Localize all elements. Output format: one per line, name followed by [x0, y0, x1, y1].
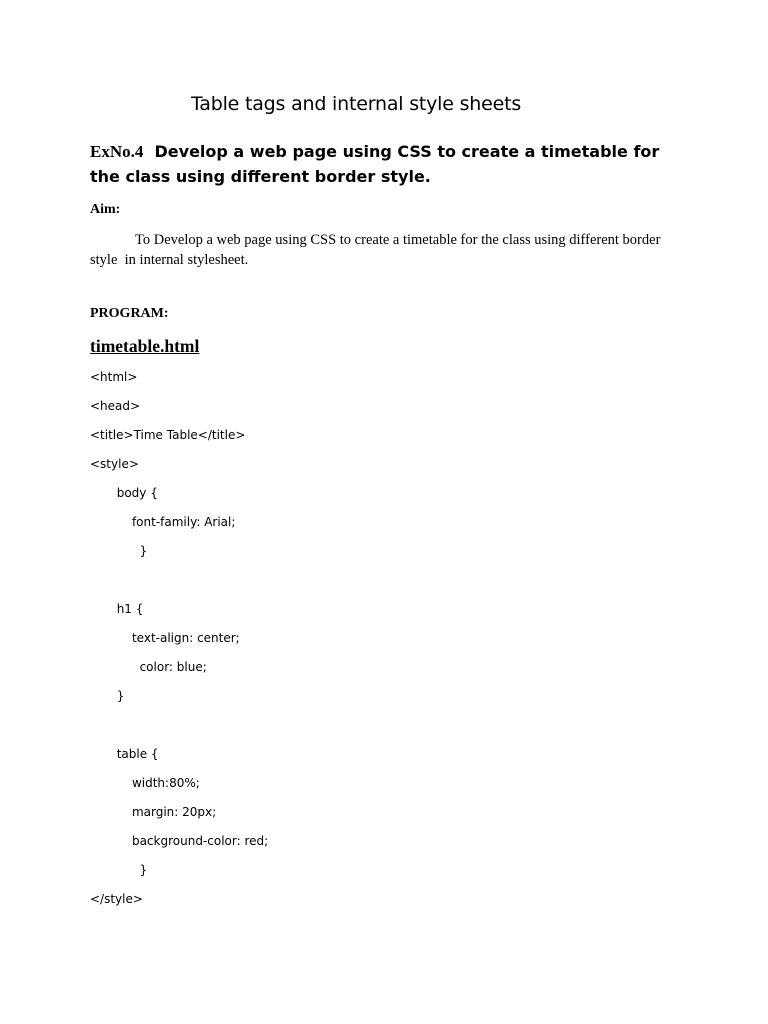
code-line: } [90, 689, 125, 703]
code-line: <style> [90, 457, 139, 471]
code-line: body { [90, 486, 158, 500]
code-line [90, 571, 268, 600]
code-line: table { [90, 747, 159, 761]
document-title: Table tags and internal style sheets [191, 93, 522, 115]
aim-label: Aim: [90, 202, 121, 217]
program-label: PROGRAM: [90, 306, 169, 321]
code-line: </style> [90, 892, 143, 906]
exercise-heading [90, 139, 690, 189]
code-line: h1 { [90, 602, 144, 616]
code-line: font-family: Arial; [90, 515, 236, 529]
code-line: color: blue; [90, 660, 207, 674]
code-line: <head> [90, 399, 141, 413]
code-line: } [90, 544, 148, 558]
code-line [90, 716, 268, 745]
code-line: text-align: center; [90, 631, 240, 645]
code-line: background-color: red; [90, 834, 269, 848]
code-line: } [90, 863, 148, 877]
program-filename: timetable.html [90, 336, 200, 356]
exercise-description: Develop a web page using CSS to create a timetable for the class using different border style. [90, 142, 660, 186]
code-listing [90, 368, 268, 919]
code-line: <html> [90, 370, 138, 384]
code-line: <title>Time Table</title> [90, 428, 246, 442]
aim-text: To Develop a web page using CSS to create a timetable for the class using different border style in internal stylesheet. [90, 232, 668, 268]
code-line: width:80%; [90, 776, 200, 790]
exercise-number: ExNo.4 [90, 142, 144, 161]
code-line: margin: 20px; [90, 805, 217, 819]
